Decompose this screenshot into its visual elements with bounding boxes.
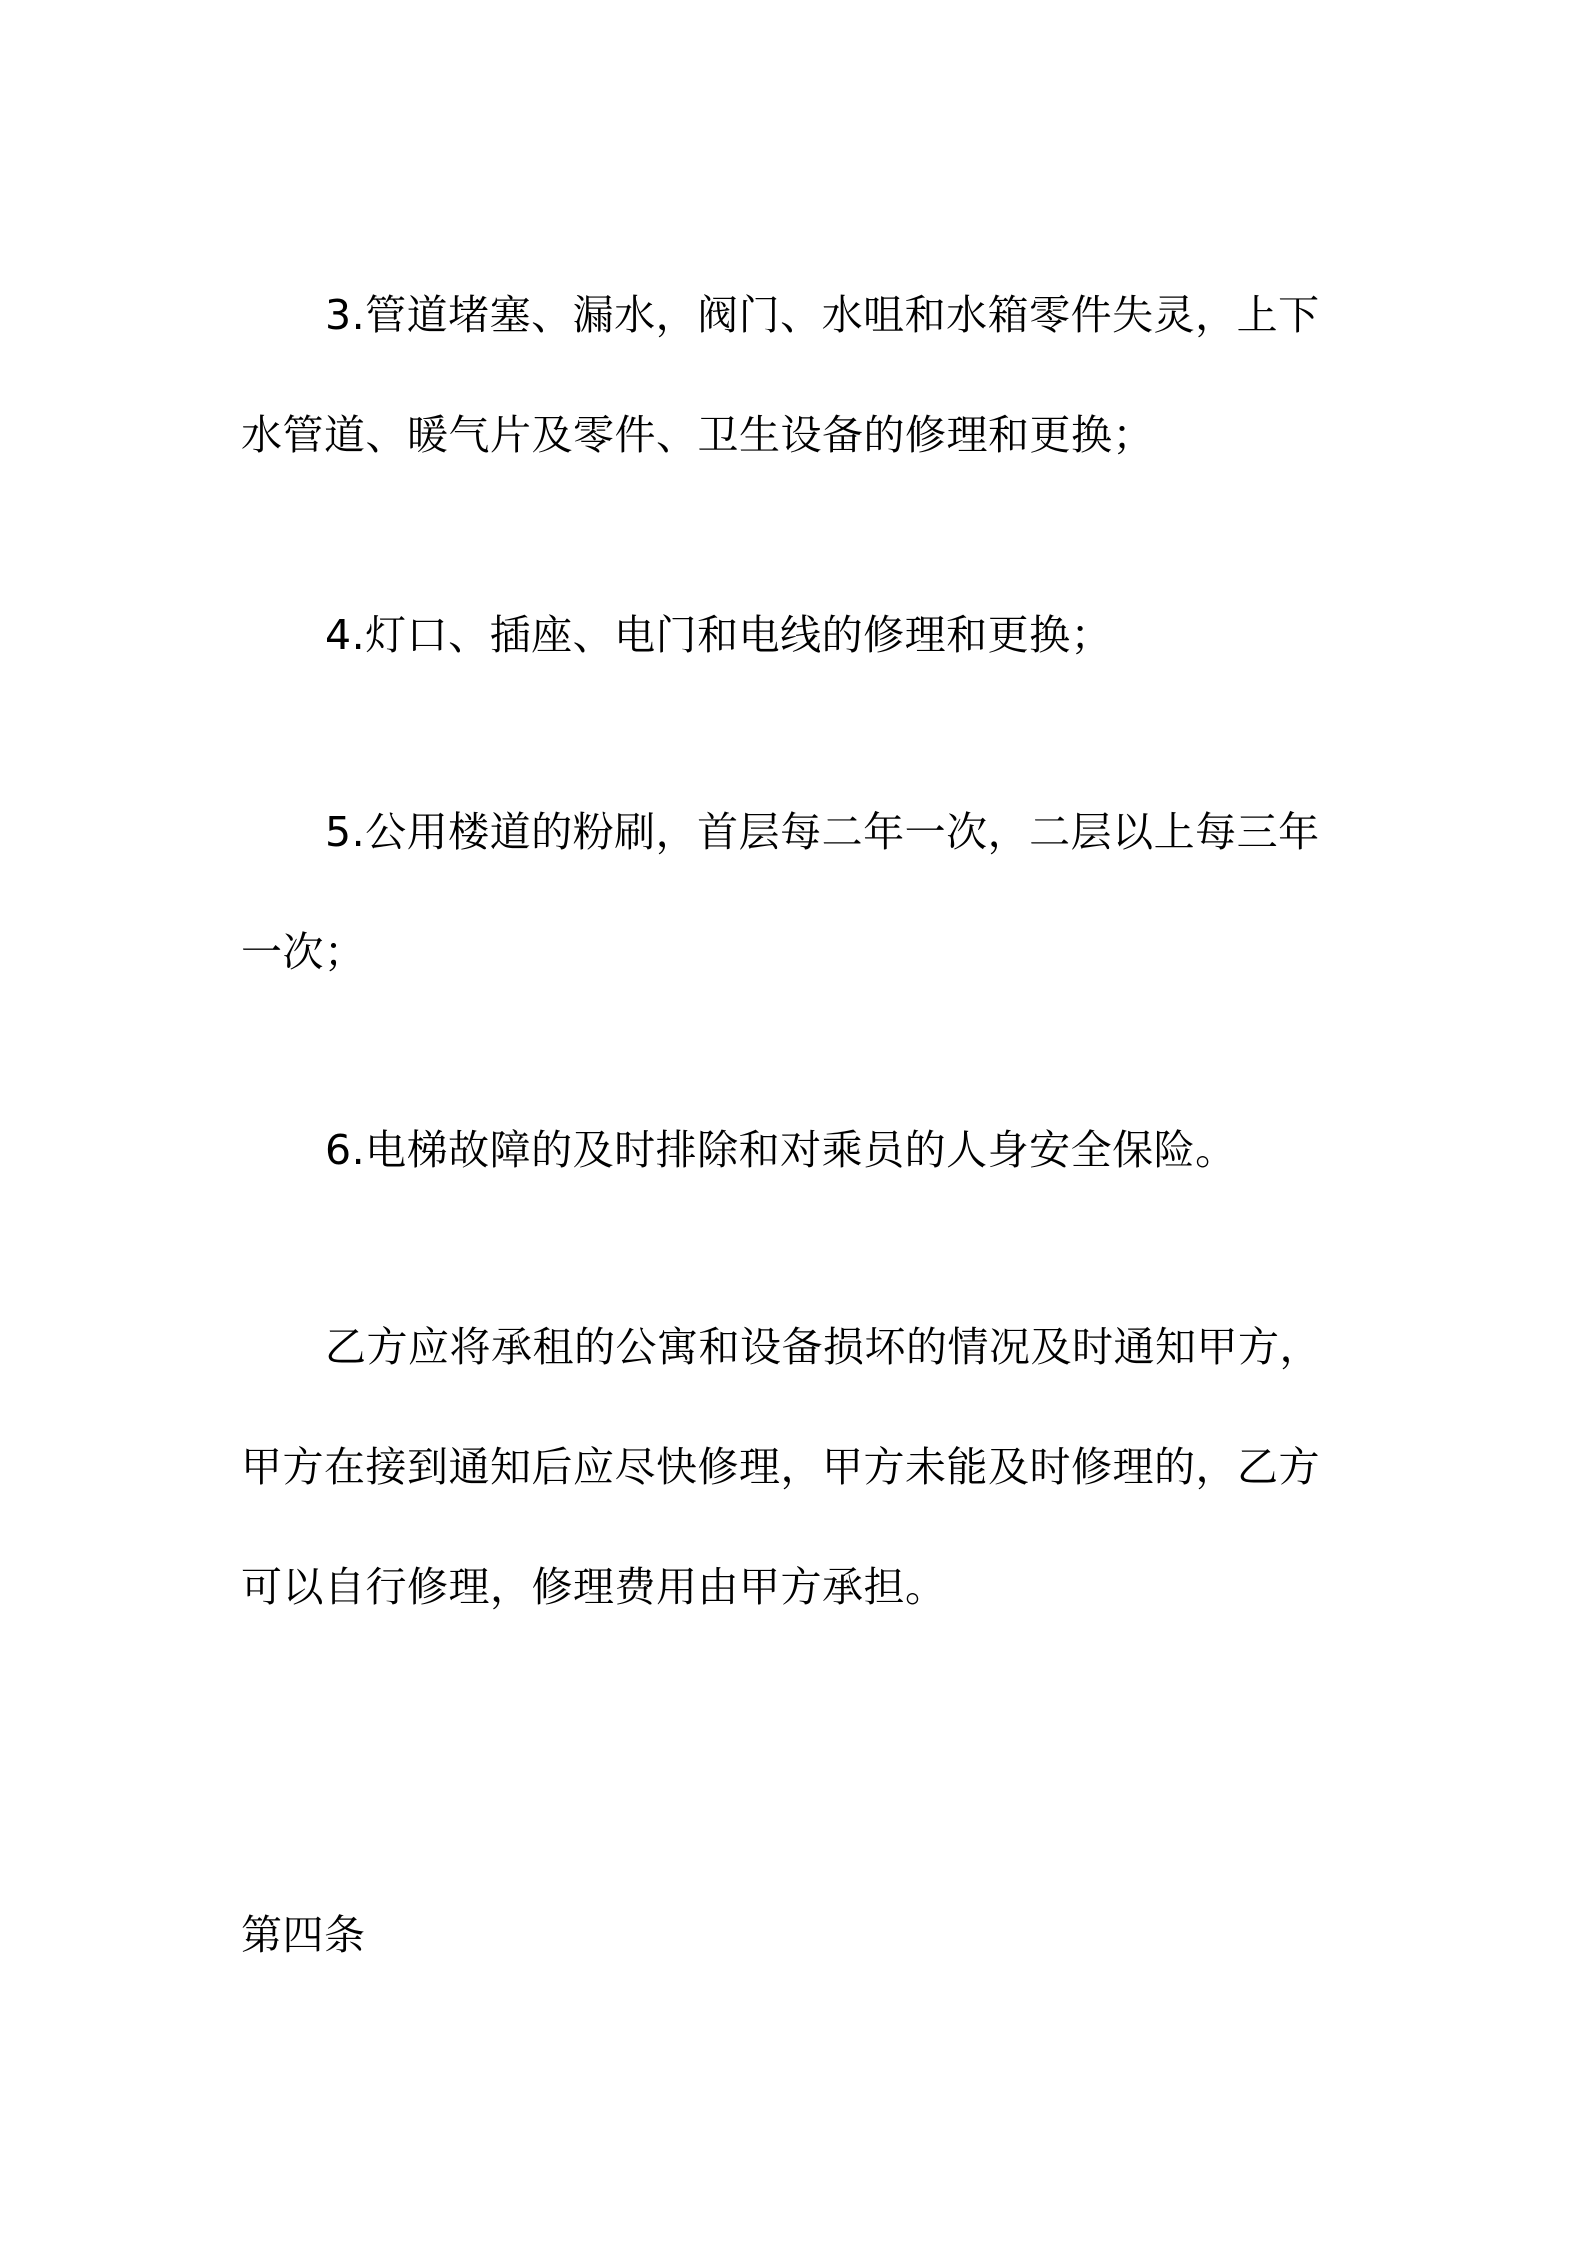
paragraph-item-5: 5.公用楼道的粉刷，首层每二年一次，二层以上每三年一次； <box>241 808 1320 976</box>
paragraph-item-6: 6.电梯故障的及时排除和对乘员的人身安全保险。 <box>325 1126 1237 1174</box>
paragraph-item-3: 3.管道堵塞、漏水，阀门、水咀和水箱零件失灵，上下水管道、暖气片及零件、卫生设备的修理和更换； <box>241 291 1320 459</box>
paragraph-item-4: 4.灯口、插座、电门和电线的修理和更换； <box>325 611 1113 659</box>
section-heading: 第四条 <box>241 1911 366 1959</box>
paragraph-notice: 乙方应将承租的公寓和设备损坏的情况及时通知甲方，甲方在接到通知后应尽快修理，甲方未能及时修理的，乙方可以自行修理，修理费用由甲方承担。 <box>241 1323 1321 1611</box>
